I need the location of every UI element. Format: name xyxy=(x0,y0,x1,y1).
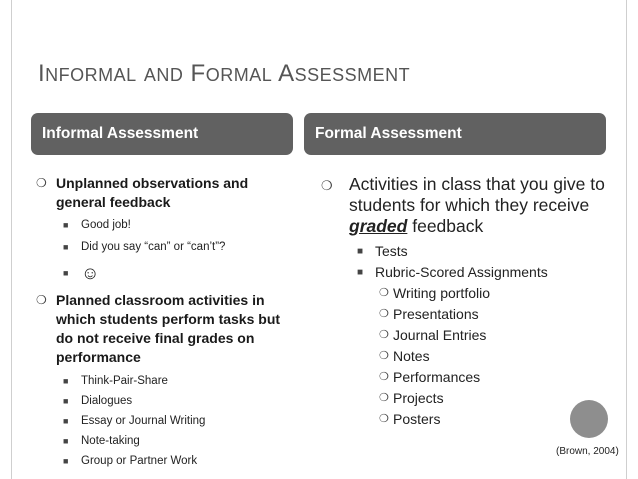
formal-assessment-header: Formal Assessment xyxy=(304,113,606,155)
bullet-icon: ■ xyxy=(63,242,69,252)
list-item xyxy=(321,346,611,367)
list-item-text: Projects xyxy=(393,390,444,406)
list-item-text: Rubric-Scored Assignments xyxy=(375,264,548,280)
list-item xyxy=(36,392,296,410)
list-item-text: Did you say “can” or “can’t”? xyxy=(81,241,226,253)
bullet-icon: ❍ xyxy=(379,392,389,404)
list-item-text: Activities in class that you give to students for which they receive xyxy=(349,174,605,215)
list-item xyxy=(36,174,296,212)
list-item-text: Planned classroom activities in which students perform tasks but do not receive final grades on performance xyxy=(56,292,281,365)
title-text: AND xyxy=(143,65,184,85)
informal-column xyxy=(36,174,296,470)
graded-emphasis: graded xyxy=(349,216,408,236)
title-text: I xyxy=(38,60,46,87)
list-item xyxy=(321,283,611,304)
slide-title xyxy=(38,60,410,88)
bullet-icon: ❍ xyxy=(36,176,47,190)
list-item-text: Essay or Journal Writing xyxy=(81,415,206,427)
smiley-icon: ☺ xyxy=(81,263,100,283)
title-text: A xyxy=(278,60,295,87)
title-text: ORMAL xyxy=(205,65,273,85)
bullet-icon: ❍ xyxy=(379,308,389,320)
bullet-icon: ❍ xyxy=(321,178,333,193)
formal-column xyxy=(321,174,611,430)
bullet-icon: ■ xyxy=(63,436,69,446)
bullet-icon: ■ xyxy=(63,220,69,230)
citation: (Brown, 2004) xyxy=(556,446,619,457)
list-item xyxy=(321,241,611,262)
title-text: F xyxy=(190,60,206,87)
list-item xyxy=(321,325,611,346)
bullet-icon: ■ xyxy=(357,246,364,257)
list-item xyxy=(36,452,296,470)
list-item-text: Posters xyxy=(393,411,441,427)
list-item xyxy=(36,372,296,390)
list-item-text: Group or Partner Work xyxy=(81,455,198,467)
list-item xyxy=(321,262,611,283)
list-item xyxy=(321,388,611,409)
list-item xyxy=(36,432,296,450)
list-item xyxy=(36,412,296,430)
list-item xyxy=(36,238,296,256)
list-item xyxy=(36,291,296,367)
list-item-text: Notes xyxy=(393,348,430,364)
list-item-text: Dialogues xyxy=(81,395,133,407)
list-item xyxy=(321,409,611,430)
bullet-icon: ❍ xyxy=(379,287,389,299)
list-item xyxy=(36,216,296,234)
bullet-icon: ■ xyxy=(357,267,364,278)
bullet-icon: ■ xyxy=(63,376,69,386)
list-item xyxy=(321,367,611,388)
list-item-text: feedback xyxy=(407,216,484,236)
list-item xyxy=(321,304,611,325)
bullet-icon: ❍ xyxy=(36,293,47,307)
list-item-text: Journal Entries xyxy=(393,327,487,343)
list-item-text: Think-Pair-Share xyxy=(81,375,168,387)
list-item-text: Tests xyxy=(375,243,408,259)
bullet-icon: ❍ xyxy=(379,350,389,362)
bullet-icon: ■ xyxy=(63,456,69,466)
list-item-text: Presentations xyxy=(393,306,479,322)
bullet-icon: ❍ xyxy=(379,329,389,341)
list-item-text: Good job! xyxy=(81,219,131,231)
bullet-icon: ❍ xyxy=(379,371,389,383)
list-item xyxy=(321,174,611,237)
list-item-text: Performances xyxy=(393,369,481,385)
informal-assessment-header: Informal Assessment xyxy=(31,113,293,155)
list-item-text: Writing portfolio xyxy=(393,285,491,301)
title-text: NFORMAL xyxy=(45,65,137,85)
bullet-icon: ■ xyxy=(63,416,69,426)
list-item-text: Note-taking xyxy=(81,435,140,447)
bullet-icon: ❍ xyxy=(379,413,389,425)
title-text: SSESSMENT xyxy=(294,65,411,85)
list-item xyxy=(36,264,296,285)
bullet-icon: ■ xyxy=(63,396,69,406)
list-item-text: Unplanned observations and general feedback xyxy=(56,175,249,210)
decorative-circle xyxy=(570,400,608,438)
bullet-icon: ■ xyxy=(63,268,69,278)
